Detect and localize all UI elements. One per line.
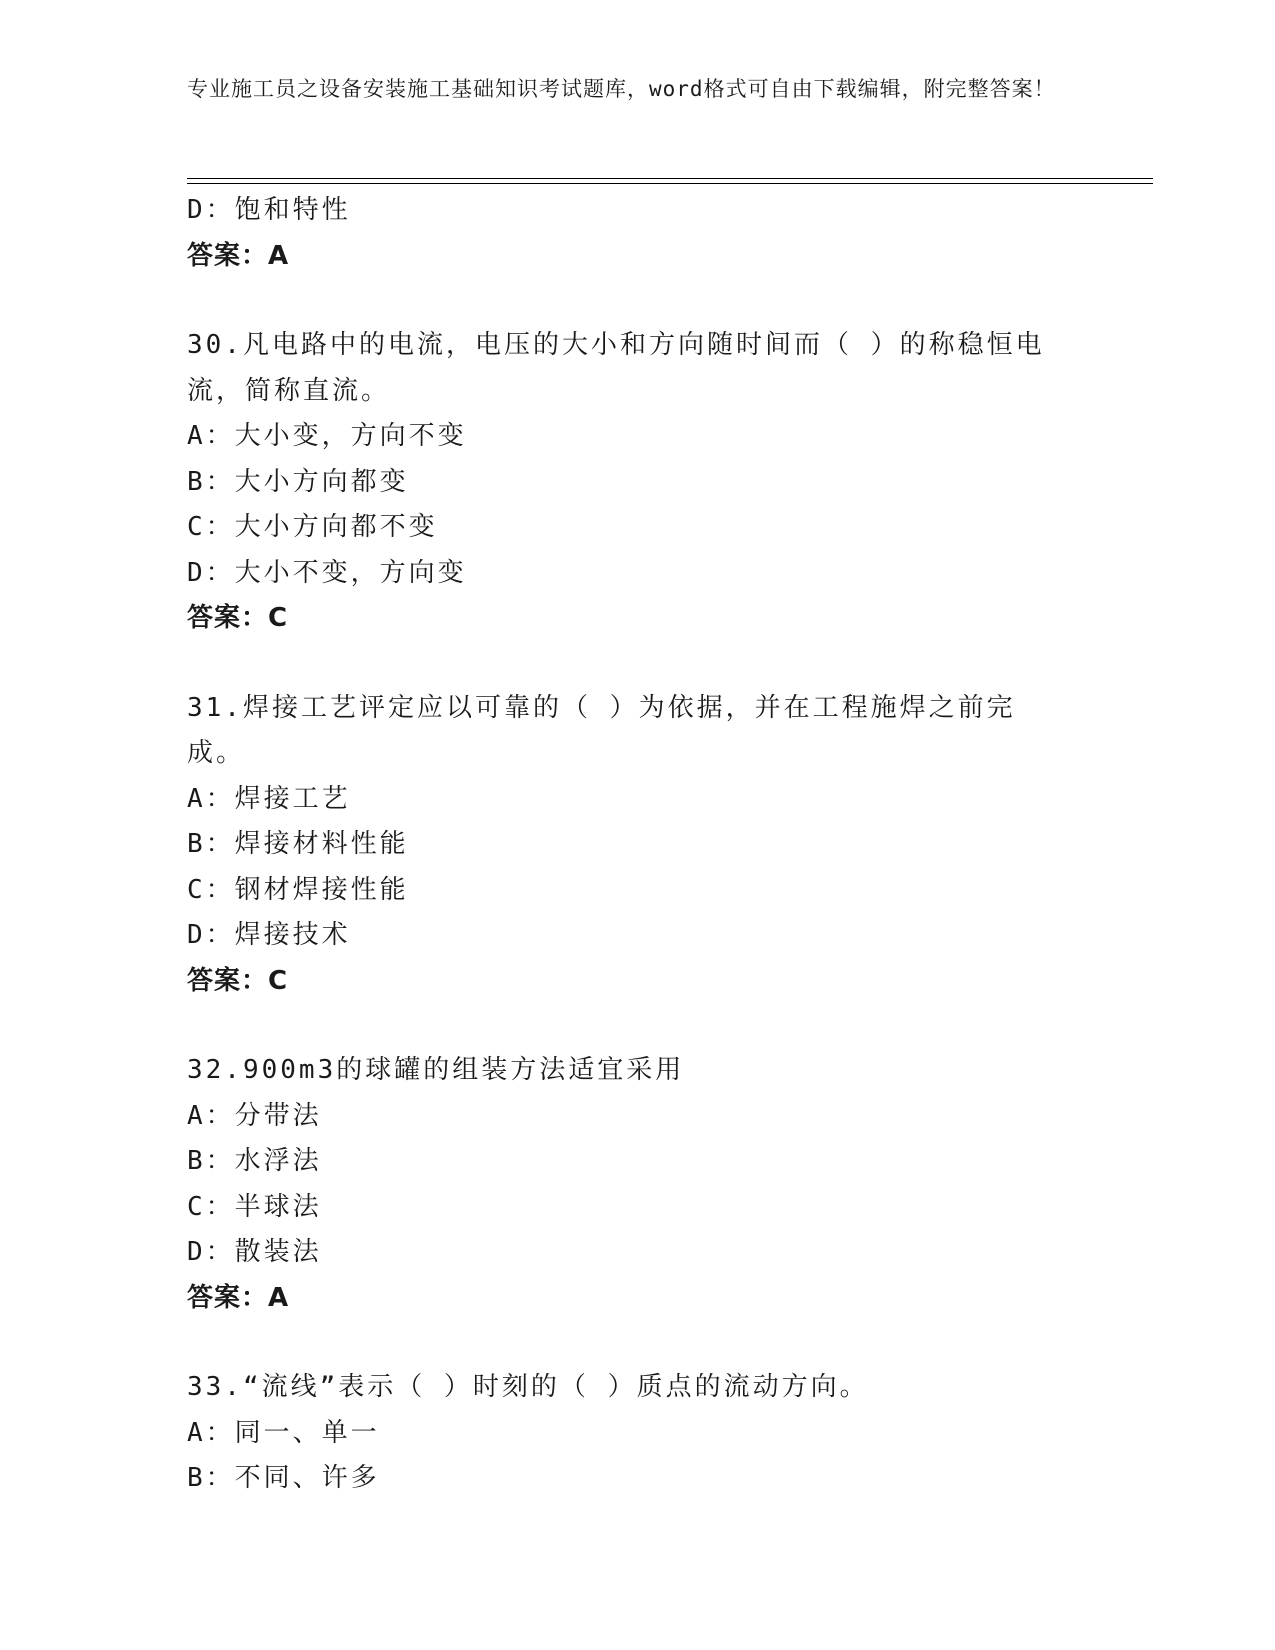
answer-line: 答案：A xyxy=(187,1282,290,1313)
document-header: 专业施工员之设备安装施工基础知识考试题库，word格式可自由下载编辑，附完整答案！ xyxy=(187,77,1056,101)
option-c: C：钢材焊接性能 xyxy=(187,874,409,905)
question-33 xyxy=(187,1365,1067,1502)
option-b: B：焊接材料性能 xyxy=(187,829,409,859)
answer-line: 答案：C xyxy=(187,603,289,633)
option-c: C：半球法 xyxy=(187,1191,322,1222)
option-a: A：焊接工艺 xyxy=(187,783,351,814)
option-a: A：同一、单一 xyxy=(187,1417,380,1448)
option-d: D：散装法 xyxy=(187,1237,322,1267)
question-32 xyxy=(187,1048,1067,1321)
answer-line: 答案：C xyxy=(187,965,289,996)
option-a: A：大小变，方向不变 xyxy=(187,421,467,451)
option-d: D：焊接技术 xyxy=(187,920,351,950)
question-31 xyxy=(187,686,1067,1005)
question-text: 31.焊接工艺评定应以可靠的（ ）为依据，并在工程施焊之前完成。 xyxy=(187,692,1016,768)
question-text: 30.凡电路中的电流，电压的大小和方向随时间而（ ）的称稳恒电流，简称直流。 xyxy=(187,330,1045,406)
header-rule-top xyxy=(187,178,1153,179)
option-a: A：分带法 xyxy=(187,1100,322,1131)
option-d: D：大小不变，方向变 xyxy=(187,557,467,588)
question-30 xyxy=(187,323,1067,642)
header-rule-bottom xyxy=(187,183,1153,184)
question-list xyxy=(187,188,1067,1502)
option-b: B：水浮法 xyxy=(187,1146,322,1176)
option-b: B：不同、许多 xyxy=(187,1463,380,1493)
option-b: B：大小方向都变 xyxy=(187,466,409,497)
option-d: D：饱和特性 xyxy=(187,195,351,225)
answer-line: 答案：A xyxy=(187,240,290,271)
question-text: 32.900m3的球罐的组装方法适宜采用 xyxy=(187,1055,685,1085)
option-c: C：大小方向都不变 xyxy=(187,512,438,542)
question-text: 33.“流线”表示（ ）时刻的（ ）质点的流动方向。 xyxy=(187,1372,869,1402)
